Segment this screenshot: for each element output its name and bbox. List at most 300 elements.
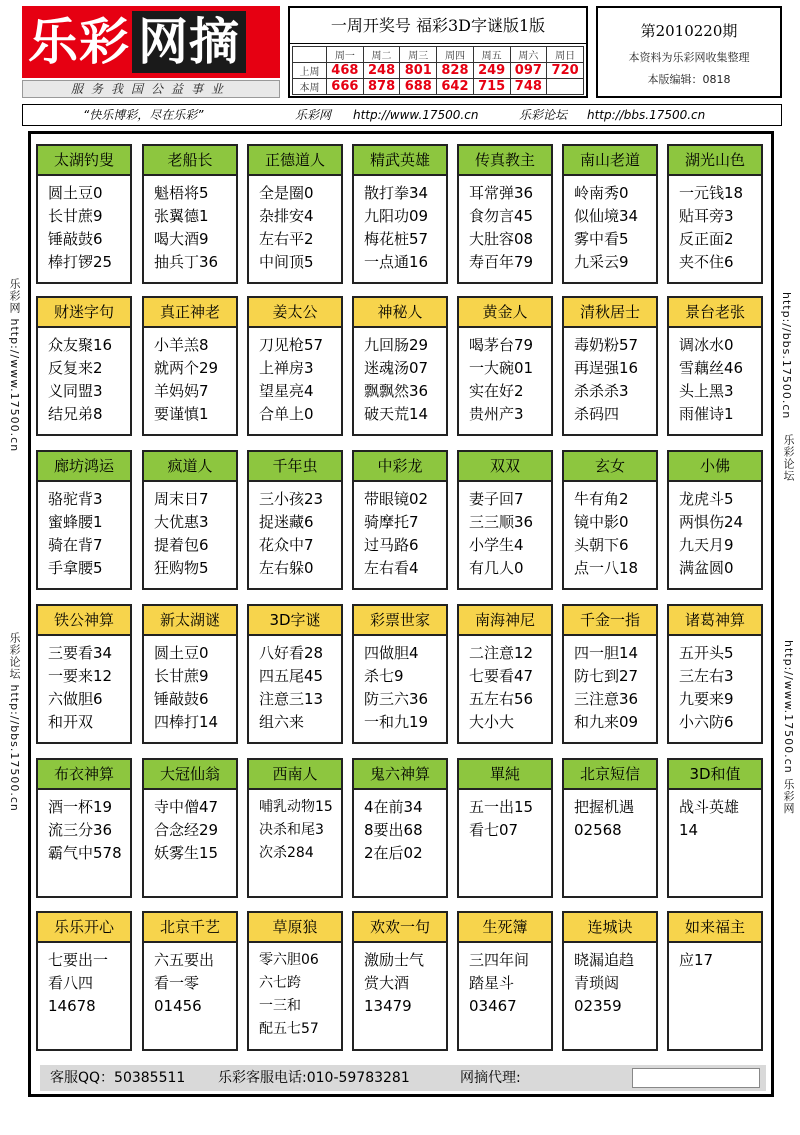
puzzle-card-body bbox=[249, 482, 341, 580]
puzzle-card-title: 廊坊鸿运 bbox=[38, 452, 130, 482]
puzzle-line: 蜜蜂腰1 bbox=[48, 513, 103, 531]
puzzle-line: 九要来9 bbox=[679, 690, 734, 708]
puzzle-card-body bbox=[38, 790, 130, 865]
puzzle-line: 六做胆6 bbox=[48, 690, 103, 708]
puzzle-card-title: 真正神老 bbox=[144, 298, 236, 328]
puzzle-card-body bbox=[669, 176, 761, 274]
puzzle-line: 义同盟3 bbox=[48, 382, 103, 400]
puzzle-line: 14678 bbox=[48, 997, 96, 1015]
puzzle-card-title: 财迷字句 bbox=[38, 298, 130, 328]
puzzle-card-title: 南山老道 bbox=[564, 146, 656, 176]
puzzle-card-title: 布衣神算 bbox=[38, 760, 130, 790]
puzzle-card-body bbox=[459, 790, 551, 842]
puzzle-card-title: 3D和值 bbox=[669, 760, 761, 790]
puzzle-card-body bbox=[249, 790, 341, 865]
puzzle-line: 手拿腰5 bbox=[48, 559, 103, 577]
puzzle-card-body bbox=[354, 636, 446, 734]
draw-number: 468 bbox=[327, 63, 364, 79]
draw-number: 688 bbox=[400, 79, 437, 95]
puzzle-card bbox=[457, 758, 553, 898]
puzzle-line: 花众中7 bbox=[259, 536, 314, 554]
puzzle-card bbox=[142, 144, 238, 284]
puzzle-line: 六五要出 bbox=[154, 951, 215, 969]
puzzle-line: 杀码四 bbox=[574, 405, 620, 423]
puzzle-card-title: 诸葛神算 bbox=[669, 606, 761, 636]
puzzle-card-title: 姜太公 bbox=[249, 298, 341, 328]
puzzle-line: 梅花桩57 bbox=[364, 230, 429, 248]
puzzle-card bbox=[352, 296, 448, 436]
puzzle-card bbox=[352, 911, 448, 1051]
puzzle-line: 长甘蔗9 bbox=[154, 667, 209, 685]
puzzle-card-body bbox=[564, 790, 656, 842]
puzzle-line: 众友聚16 bbox=[48, 336, 113, 354]
puzzle-line: 一点通16 bbox=[364, 253, 429, 271]
puzzle-line: 八好看28 bbox=[259, 644, 324, 662]
puzzle-line: 杂排安4 bbox=[259, 207, 314, 225]
puzzle-line: 锤敲鼓6 bbox=[48, 230, 103, 248]
puzzle-line: 夹不住6 bbox=[679, 253, 734, 271]
puzzle-line: 九阳功09 bbox=[364, 207, 429, 225]
issue-box bbox=[596, 6, 782, 98]
footer-agent: 网摘代理: bbox=[460, 1070, 521, 1086]
puzzle-line: 妖雾生15 bbox=[154, 844, 219, 862]
puzzle-line: 耳常弹36 bbox=[469, 184, 534, 202]
puzzle-card bbox=[457, 296, 553, 436]
puzzle-card bbox=[562, 450, 658, 590]
puzzle-line: 小六防6 bbox=[679, 713, 734, 731]
puzzle-line: 反正面2 bbox=[679, 230, 734, 248]
puzzle-card-body bbox=[38, 636, 130, 734]
puzzle-card-title: 精武英雄 bbox=[354, 146, 446, 176]
puzzle-line: 魁梧将5 bbox=[154, 184, 209, 202]
puzzle-card bbox=[667, 604, 763, 744]
side-text-right-bottom: http://www.17500.cn 乐彩网 bbox=[782, 640, 795, 815]
puzzle-line: 防七到27 bbox=[574, 667, 639, 685]
issue-number: 第2010220期 bbox=[640, 22, 738, 40]
weekday-cell: 周六 bbox=[510, 47, 547, 63]
puzzle-line: 满盆圆0 bbox=[679, 559, 734, 577]
puzzle-line: 四做胆4 bbox=[364, 644, 419, 662]
puzzle-card-body bbox=[564, 328, 656, 426]
corner-cell bbox=[293, 47, 327, 63]
draw-number: 828 bbox=[437, 63, 474, 79]
puzzle-line: 羊妈妈7 bbox=[154, 382, 209, 400]
puzzle-card-title: 正德道人 bbox=[249, 146, 341, 176]
puzzle-line: 刀见枪57 bbox=[259, 336, 324, 354]
puzzle-line: 三三顺36 bbox=[469, 513, 534, 531]
puzzle-card-body bbox=[144, 636, 236, 734]
puzzle-line: 合念经29 bbox=[154, 821, 219, 839]
puzzle-card-body bbox=[459, 176, 551, 274]
puzzle-line: 望星亮4 bbox=[259, 382, 314, 400]
puzzle-card-title: 湖光山色 bbox=[669, 146, 761, 176]
puzzle-card-body bbox=[38, 943, 130, 1018]
puzzle-line: 酒一杯19 bbox=[48, 798, 113, 816]
puzzle-card-body bbox=[669, 943, 761, 972]
puzzle-line: 雾中看5 bbox=[574, 230, 629, 248]
puzzle-line: 晓漏追趋 bbox=[574, 951, 635, 969]
puzzle-card bbox=[352, 604, 448, 744]
puzzle-line: 七要看47 bbox=[469, 667, 534, 685]
puzzle-line: 三注意36 bbox=[574, 690, 639, 708]
puzzle-card-title: 铁公神算 bbox=[38, 606, 130, 636]
draw-number: 801 bbox=[400, 63, 437, 79]
draw-number: 097 bbox=[510, 63, 547, 79]
puzzle-line: 一元钱18 bbox=[679, 184, 744, 202]
puzzle-card-body bbox=[38, 176, 130, 274]
puzzle-card bbox=[562, 144, 658, 284]
puzzle-card bbox=[142, 604, 238, 744]
puzzle-line: 五左右56 bbox=[469, 690, 534, 708]
puzzle-line: 九采云9 bbox=[574, 253, 629, 271]
puzzle-line: 棒打锣25 bbox=[48, 253, 113, 271]
side-text-left-bottom: 乐彩论坛 http://bbs.17500.cn bbox=[8, 632, 21, 812]
puzzle-card-title: 欢欢一句 bbox=[354, 913, 446, 943]
puzzle-line: 结兄弟8 bbox=[48, 405, 103, 423]
puzzle-card-body bbox=[354, 328, 446, 426]
puzzle-line: 看八四 bbox=[48, 974, 94, 992]
puzzle-card-body bbox=[459, 328, 551, 426]
puzzle-card-body bbox=[249, 176, 341, 274]
draw-number: 720 bbox=[547, 63, 584, 79]
puzzle-card-body bbox=[144, 943, 236, 1018]
puzzle-card-title: 單純 bbox=[459, 760, 551, 790]
puzzle-card-title: 清秋居士 bbox=[564, 298, 656, 328]
puzzle-line: 两惧伤24 bbox=[679, 513, 744, 531]
puzzle-card bbox=[247, 604, 343, 744]
puzzle-card-body bbox=[354, 176, 446, 274]
puzzle-line: 03467 bbox=[469, 997, 517, 1015]
puzzle-line: 食勿言45 bbox=[469, 207, 534, 225]
draw-number: 748 bbox=[510, 79, 547, 95]
issue-note: 本资料为乐彩网收集整理 bbox=[628, 51, 750, 64]
weekday-cell: 周一 bbox=[327, 47, 364, 63]
puzzle-card bbox=[247, 296, 343, 436]
puzzle-line: 2在后02 bbox=[364, 844, 423, 862]
puzzle-line: 上禅房3 bbox=[259, 359, 314, 377]
puzzle-line: 小学生4 bbox=[469, 536, 524, 554]
motto-bar bbox=[22, 104, 782, 126]
puzzle-card bbox=[562, 296, 658, 436]
puzzle-line: 大优惠3 bbox=[154, 513, 209, 531]
puzzle-card-title: 西南人 bbox=[249, 760, 341, 790]
puzzle-line: 4在前34 bbox=[364, 798, 423, 816]
puzzle-card bbox=[142, 758, 238, 898]
puzzle-line: 寺中僧47 bbox=[154, 798, 219, 816]
puzzle-line: 组六来 bbox=[259, 713, 305, 731]
draw-number bbox=[547, 79, 584, 95]
puzzle-card bbox=[667, 296, 763, 436]
puzzle-card bbox=[142, 911, 238, 1051]
puzzle-card-title: 北京短信 bbox=[564, 760, 656, 790]
weekday-row bbox=[293, 47, 584, 63]
puzzle-card-body bbox=[354, 943, 446, 1018]
puzzle-card bbox=[352, 450, 448, 590]
slogan: 服务我国公益事业 bbox=[22, 80, 280, 98]
puzzle-card bbox=[667, 450, 763, 590]
puzzle-line: 应17 bbox=[679, 951, 714, 969]
puzzle-line: 哺乳动物15 bbox=[259, 799, 333, 815]
puzzle-card-title: 彩票世家 bbox=[354, 606, 446, 636]
puzzle-line: 九天月9 bbox=[679, 536, 734, 554]
puzzle-card bbox=[36, 758, 132, 898]
puzzle-card-body bbox=[669, 482, 761, 580]
puzzle-card-title: 草原狼 bbox=[249, 913, 341, 943]
puzzle-line: 三四年间 bbox=[469, 951, 530, 969]
puzzle-line: 看七07 bbox=[469, 821, 519, 839]
puzzle-card bbox=[247, 911, 343, 1051]
puzzle-line: 长甘蔗9 bbox=[48, 207, 103, 225]
site-url-link[interactable]: http://www.17500.cn bbox=[353, 108, 479, 122]
puzzle-line: 张翼德1 bbox=[154, 207, 209, 225]
puzzle-line: 散打拳34 bbox=[364, 184, 429, 202]
puzzle-line: 左右躲0 bbox=[259, 559, 314, 577]
puzzle-card bbox=[36, 911, 132, 1051]
site-label: 乐彩网 bbox=[295, 108, 332, 122]
puzzle-line: 8要出68 bbox=[364, 821, 423, 839]
puzzle-line: 中间顶5 bbox=[259, 253, 314, 271]
puzzle-card bbox=[36, 296, 132, 436]
puzzle-card-body bbox=[38, 482, 130, 580]
draw-title: 一周开奖号 福彩3D字谜版1版 bbox=[290, 8, 586, 44]
puzzle-card-title: 千金一指 bbox=[564, 606, 656, 636]
puzzle-line: 周末日7 bbox=[154, 490, 209, 508]
puzzle-line: 一和九19 bbox=[364, 713, 429, 731]
puzzle-card-body bbox=[564, 636, 656, 734]
puzzle-line: 配五七57 bbox=[259, 1021, 319, 1037]
agent-blank-field bbox=[632, 1068, 760, 1088]
puzzle-line: 调冰水0 bbox=[679, 336, 734, 354]
puzzle-line: 骆驼背3 bbox=[48, 490, 103, 508]
weekday-cell: 周日 bbox=[547, 47, 584, 63]
puzzle-line: 要谨慎1 bbox=[154, 405, 209, 423]
forum-url-link[interactable]: http://bbs.17500.cn bbox=[587, 108, 706, 122]
puzzle-card-body bbox=[354, 482, 446, 580]
puzzle-line: 一三和 bbox=[259, 998, 301, 1014]
puzzle-line: 看一零 bbox=[154, 974, 200, 992]
puzzle-card-title: 鬼六神算 bbox=[354, 760, 446, 790]
puzzle-line: 捉迷藏6 bbox=[259, 513, 314, 531]
puzzle-card-body bbox=[354, 790, 446, 865]
puzzle-card-title: 老船长 bbox=[144, 146, 236, 176]
puzzle-card-title: 千年虫 bbox=[249, 452, 341, 482]
puzzle-line: 踏星斗 bbox=[469, 974, 515, 992]
puzzle-line: 六七跨 bbox=[259, 975, 301, 991]
this-week-row bbox=[293, 79, 584, 95]
puzzle-card-title: 如来福主 bbox=[669, 913, 761, 943]
puzzle-line: 似仙境34 bbox=[574, 207, 639, 225]
puzzle-line: 激励士气 bbox=[364, 951, 425, 969]
motto-quote: “快乐博彩，尽在乐彩” bbox=[83, 108, 204, 122]
weekday-cell: 周五 bbox=[473, 47, 510, 63]
puzzle-line: 四棒打14 bbox=[154, 713, 219, 731]
puzzle-line: 左右平2 bbox=[259, 230, 314, 248]
puzzle-line: 圆土豆0 bbox=[48, 184, 103, 202]
puzzle-line: 锤敲鼓6 bbox=[154, 690, 209, 708]
issue-editor: 本版编辑：0818 bbox=[647, 73, 731, 86]
puzzle-line: 狂购物5 bbox=[154, 559, 209, 577]
puzzle-line: 再逞强16 bbox=[574, 359, 639, 377]
puzzle-card bbox=[457, 450, 553, 590]
puzzle-line: 五一出15 bbox=[469, 798, 534, 816]
puzzle-line: 九回肠29 bbox=[364, 336, 429, 354]
puzzle-line: 过马路6 bbox=[364, 536, 419, 554]
puzzle-line: 镜中影0 bbox=[574, 513, 629, 531]
puzzle-line: 02568 bbox=[574, 821, 622, 839]
puzzle-line: 全是圈0 bbox=[259, 184, 314, 202]
puzzle-line: 雨催诗1 bbox=[679, 405, 734, 423]
puzzle-card-title: 北京千艺 bbox=[144, 913, 236, 943]
side-text-right-top: http://bbs.17500.cn bbox=[780, 292, 793, 420]
puzzle-card-title: 双双 bbox=[459, 452, 551, 482]
puzzle-line: 喝大酒9 bbox=[154, 230, 209, 248]
puzzle-line: 一大碗01 bbox=[469, 359, 534, 377]
puzzle-line: 贴耳旁3 bbox=[679, 207, 734, 225]
puzzle-line: 次杀284 bbox=[259, 845, 314, 861]
this-week-label: 本周 bbox=[293, 79, 327, 95]
puzzle-line: 带眼镜02 bbox=[364, 490, 429, 508]
puzzle-card bbox=[142, 450, 238, 590]
puzzle-card-title: 黄金人 bbox=[459, 298, 551, 328]
puzzle-card-body bbox=[669, 636, 761, 734]
puzzle-line: 合单上0 bbox=[259, 405, 314, 423]
puzzle-line: 二注意12 bbox=[469, 644, 534, 662]
puzzle-line: 妻子回7 bbox=[469, 490, 524, 508]
puzzle-card-body bbox=[144, 328, 236, 426]
puzzle-line: 左右看4 bbox=[364, 559, 419, 577]
puzzle-card bbox=[562, 604, 658, 744]
puzzle-line: 抽兵丁36 bbox=[154, 253, 219, 271]
puzzle-card bbox=[352, 758, 448, 898]
puzzle-line: 就两个29 bbox=[154, 359, 219, 377]
puzzle-card bbox=[247, 450, 343, 590]
puzzle-card-title: 生死簿 bbox=[459, 913, 551, 943]
puzzle-line: 点一八18 bbox=[574, 559, 639, 577]
puzzle-line: 和九来09 bbox=[574, 713, 639, 731]
puzzle-line: 决杀和尾3 bbox=[259, 822, 324, 838]
puzzle-card-body bbox=[144, 790, 236, 865]
puzzle-line: 喝茅台79 bbox=[469, 336, 534, 354]
draw-number: 878 bbox=[363, 79, 400, 95]
puzzle-card-title: 乐乐开心 bbox=[38, 913, 130, 943]
puzzle-card-body bbox=[249, 328, 341, 426]
puzzle-card-title: 太湖钓叟 bbox=[38, 146, 130, 176]
puzzle-card-body bbox=[564, 176, 656, 274]
puzzle-line: 七要出一 bbox=[48, 951, 109, 969]
puzzle-card-body bbox=[249, 943, 341, 1041]
puzzle-line: 大肚容08 bbox=[469, 230, 534, 248]
puzzle-card-body bbox=[38, 328, 130, 426]
weekday-cell: 周四 bbox=[437, 47, 474, 63]
puzzle-line: 龙虎斗5 bbox=[679, 490, 734, 508]
puzzle-card bbox=[457, 144, 553, 284]
logo bbox=[22, 6, 280, 78]
puzzle-line: 贵州产3 bbox=[469, 405, 524, 423]
puzzle-line: 大小大 bbox=[469, 713, 515, 731]
puzzle-line: 零六胆06 bbox=[259, 952, 319, 968]
last-week-row bbox=[293, 63, 584, 79]
puzzle-line: 头上黑3 bbox=[679, 382, 734, 400]
puzzle-card bbox=[352, 144, 448, 284]
puzzle-line: 雪藕丝46 bbox=[679, 359, 744, 377]
puzzle-card bbox=[562, 911, 658, 1051]
puzzle-card-body bbox=[459, 636, 551, 734]
puzzle-card-body bbox=[144, 482, 236, 580]
puzzle-line: 防三六36 bbox=[364, 690, 429, 708]
puzzle-line: 迷魂汤07 bbox=[364, 359, 429, 377]
puzzle-card bbox=[36, 144, 132, 284]
forum-label: 乐彩论坛 bbox=[519, 108, 568, 122]
puzzle-card bbox=[562, 758, 658, 898]
footer-phone: 乐彩客服电话:010-59783281 bbox=[218, 1070, 410, 1086]
puzzle-line: 飘飘然36 bbox=[364, 382, 429, 400]
puzzle-line: 实在好2 bbox=[469, 382, 524, 400]
puzzle-line: 三左右3 bbox=[679, 667, 734, 685]
puzzle-line: 13479 bbox=[364, 997, 412, 1015]
puzzle-line: 杀七9 bbox=[364, 667, 404, 685]
puzzle-line: 流三分36 bbox=[48, 821, 113, 839]
puzzle-card bbox=[667, 911, 763, 1051]
puzzle-line: 岭南秀0 bbox=[574, 184, 629, 202]
puzzle-card-title: 疯道人 bbox=[144, 452, 236, 482]
puzzle-card bbox=[457, 604, 553, 744]
puzzle-card-body bbox=[669, 328, 761, 426]
side-text-left-top: 乐彩网 http://www.17500.cn bbox=[8, 278, 21, 453]
puzzle-line: 霸气中578 bbox=[48, 844, 122, 862]
puzzle-card-body bbox=[564, 943, 656, 1018]
puzzle-line: 反复来2 bbox=[48, 359, 103, 377]
draw-number: 248 bbox=[363, 63, 400, 79]
last-week-label: 上周 bbox=[293, 63, 327, 79]
puzzle-card bbox=[247, 144, 343, 284]
puzzle-line: 四一胆14 bbox=[574, 644, 639, 662]
puzzle-line: 战斗英雄 bbox=[679, 798, 740, 816]
puzzle-card-title: 神秘人 bbox=[354, 298, 446, 328]
puzzle-card-title: 连城诀 bbox=[564, 913, 656, 943]
puzzle-line: 青琐闼 bbox=[574, 974, 620, 992]
puzzle-line: 圆土豆0 bbox=[154, 644, 209, 662]
puzzle-line: 骑在背7 bbox=[48, 536, 103, 554]
puzzle-card-title: 南海神尼 bbox=[459, 606, 551, 636]
puzzle-card bbox=[667, 144, 763, 284]
puzzle-line: 头朝下6 bbox=[574, 536, 629, 554]
puzzle-card bbox=[36, 450, 132, 590]
puzzle-line: 五开头5 bbox=[679, 644, 734, 662]
puzzle-card-title: 小佛 bbox=[669, 452, 761, 482]
weekly-draw-box bbox=[288, 6, 588, 98]
puzzle-line: 寿百年79 bbox=[469, 253, 534, 271]
draw-number: 666 bbox=[327, 79, 364, 95]
puzzle-card-title: 景台老张 bbox=[669, 298, 761, 328]
puzzle-card-body bbox=[459, 482, 551, 580]
puzzle-card-body bbox=[249, 636, 341, 734]
puzzle-line: 杀杀杀3 bbox=[574, 382, 629, 400]
draw-table bbox=[292, 46, 584, 95]
side-text-right-mid: 乐彩论坛 bbox=[782, 434, 795, 482]
puzzle-line: 注意三13 bbox=[259, 690, 324, 708]
footer-bar bbox=[40, 1065, 766, 1091]
puzzle-line: 三小孩23 bbox=[259, 490, 324, 508]
puzzle-card-title: 大冠仙翁 bbox=[144, 760, 236, 790]
puzzle-card-body bbox=[564, 482, 656, 580]
puzzle-card bbox=[667, 758, 763, 898]
puzzle-card-title: 玄女 bbox=[564, 452, 656, 482]
puzzle-line: 有几人0 bbox=[469, 559, 524, 577]
puzzle-line: 四五尾45 bbox=[259, 667, 324, 685]
puzzle-card-body bbox=[144, 176, 236, 274]
puzzle-card bbox=[457, 911, 553, 1051]
draw-number: 642 bbox=[437, 79, 474, 95]
